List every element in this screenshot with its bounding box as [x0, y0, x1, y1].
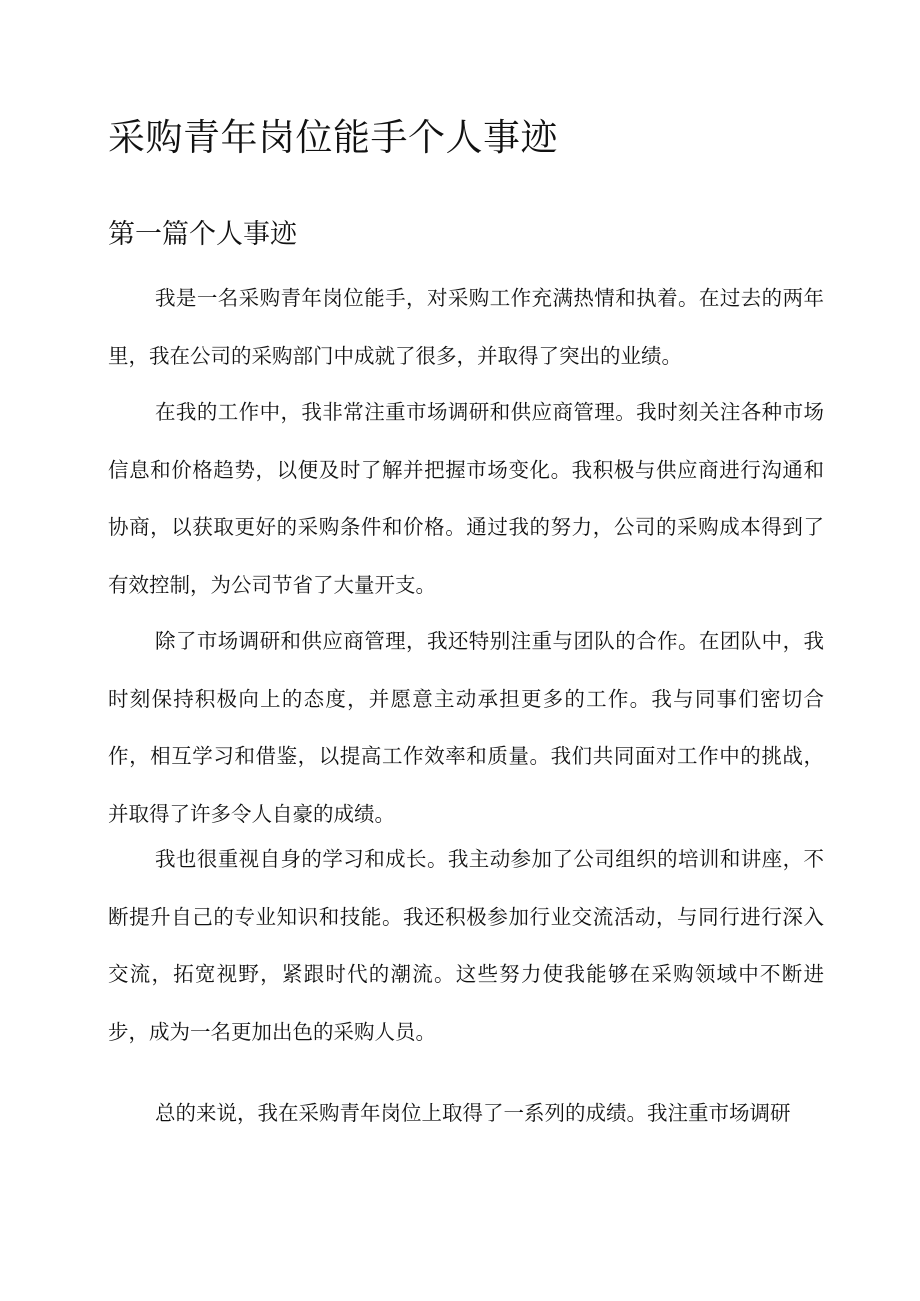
paragraph-1: 我是一名采购青年岗位能手，对采购工作充满热情和执着。在过去的两年里，我在公司的采购部门中成就了很多，并取得了突出的业绩。 — [108, 286, 824, 368]
paragraph-5: 总的来说，我在采购青年岗位上取得了一系列的成绩。我注重市场调研 — [155, 1101, 791, 1125]
paragraph-4: 我也很重视自身的学习和成长。我主动参加了公司组织的培训和讲座，不断提升自己的专业知识和技能。我还积极参加行业交流活动，与同行进行深入交流，拓宽视野，紧跟时代的潮流。这些努力使我能够在采购领域中不断进步，成为一名更加出色的采购人员。 — [108, 847, 824, 1044]
paragraph-3: 除了市场调研和供应商管理，我还特别注重与团队的合作。在团队中，我时刻保持积极向上的态度，并愿意主动承担更多的工作。我与同事们密切合作，相互学习和借鉴，以提高工作效率和质量。我们共同面对工作中的挑战，并取得了许多令人自豪的成绩。 — [108, 629, 824, 826]
paragraph-2: 在我的工作中，我非常注重市场调研和供应商管理。我时刻关注各种市场信息和价格趋势，以便及时了解并把握市场变化。我积极与供应商进行沟通和协商，以获取更好的采购条件和价格。通过我的努力，公司的采购成本得到了有效控制，为公司节省了大量开支。 — [108, 400, 824, 597]
document-title: 采购青年岗位能手个人事迹 — [108, 116, 558, 159]
section-title: 第一篇个人事迹 — [108, 219, 297, 250]
